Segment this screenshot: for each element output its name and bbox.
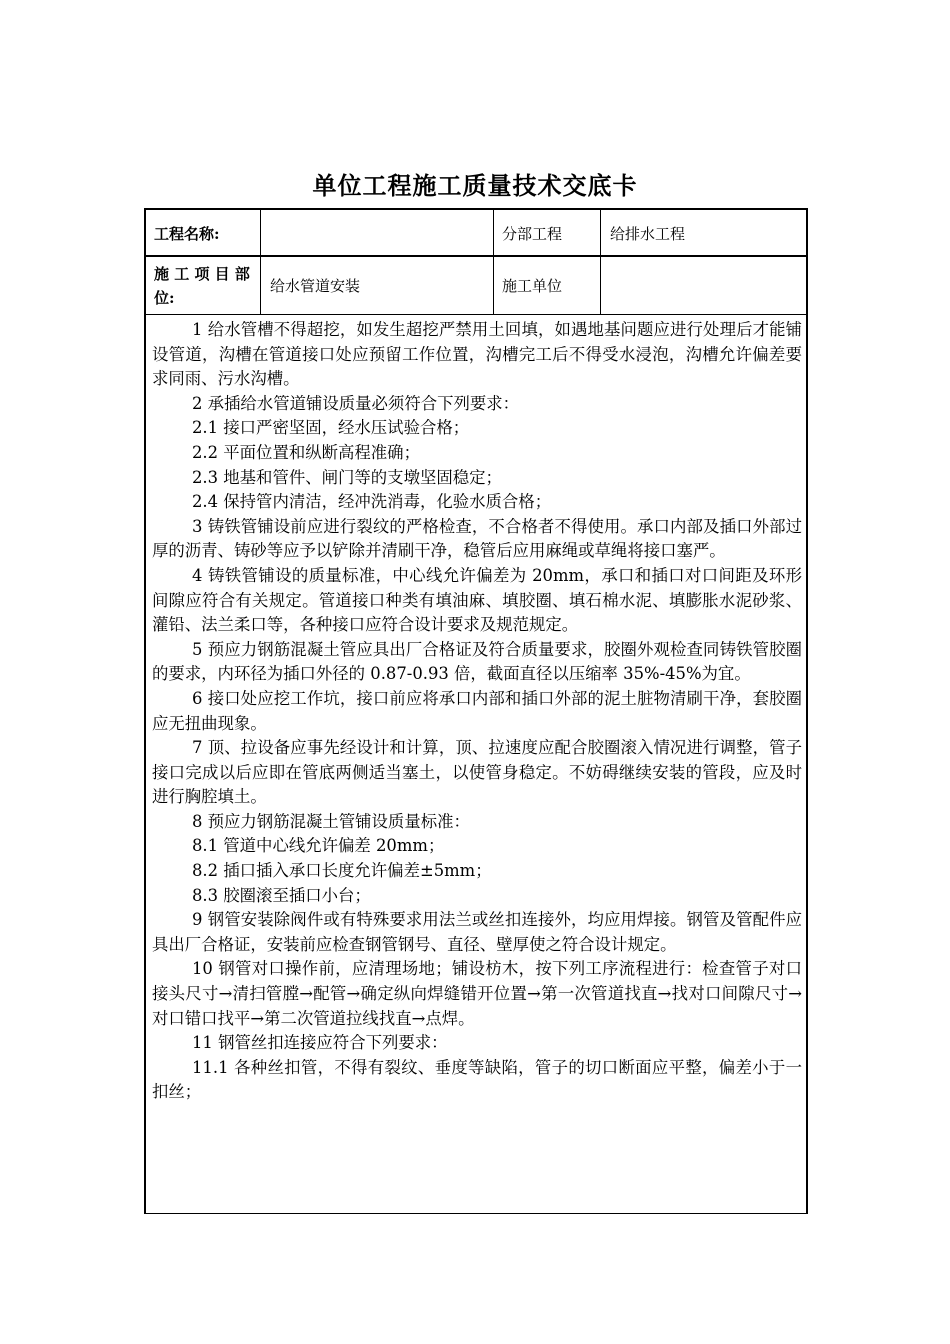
content-paragraph: 2.2 平面位置和纵断高程准确； [192,442,420,462]
location-label [154,257,258,314]
unit-label: 施工单位 [502,277,563,295]
content-paragraph: 2.1 接口严密坚固，经水压试验合格； [192,418,470,438]
project-name-label: 工程名称: [154,224,220,243]
content-paragraph: 5 预应力钢筋混凝土管应具出厂合格证及符合质量要求，胶圈外观检查同铸铁管胶圈的要求，内环径为插口外径的 0.87-0.93 倍，截面直径以压缩率 35%-45%为宜。 [152,639,802,684]
location-value: 给水管道安装 [270,277,361,295]
column-divider [493,208,494,315]
content-paragraph: 11 钢管丝扣连接应符合下列要求： [192,1033,448,1053]
content-paragraph: 9 钢管安装除阀件或有特殊要求用法兰或丝扣连接外，均应用焊接。钢管及管配件应具出厂合格证，安装前应检查钢管钢号、直径、壁厚使之符合设计规定。 [152,910,802,954]
content-paragraph: 10 钢管对口操作前，应清理场地；铺设枋木，按下列工序流程进行：检查管子对口接头尺寸→清扫管膛→配管→确定纵向焊缝错开位置→第一次管道找直→找对口间隙尺寸→对口错口找平→第二次管道拉线找直→点焊。 [152,959,802,1028]
content-paragraph: 8.2 插口插入承口长度允许偏差±5mm； [192,861,492,881]
location-label-line1: 施 工 项 目 部 [154,264,250,283]
location-label-line2: 位: [154,288,175,307]
content-paragraph: 2.3 地基和管件、闸门等的支墩坚固稳定； [192,467,502,487]
content-paragraph: 4 铸铁管铺设的质量标准，中心线允许偏差为 20mm，承口和插口对口间距及环形间隙应符合有关规定。管道接口种类有填油麻、填胶圈、填石棉水泥、填膨胀水泥砂浆、灌铅、法兰柔口等，各种接口应符合设计要求及规范规定。 [152,565,802,635]
document-title: 单位工程施工质量技术交底卡 [312,171,638,200]
division-label: 分部工程 [502,224,563,243]
content-paragraph: 2 承插给水管道铺设质量必须符合下列要求： [192,393,520,413]
division-value: 给排水工程 [610,224,686,243]
unit-value [610,257,804,314]
content-paragraph: 1 给水管槽不得超挖，如发生超挖严禁用土回填，如遇地基问题应进行处理后才能铺设管道，沟槽在管道接口处应预留工作位置，沟槽完工后不得受水浸泡，沟槽允许偏差要求同雨、污水沟槽。 [152,320,802,389]
content-paragraph: 8.3 胶圈滚至插口小台； [192,885,371,905]
column-divider [600,208,601,315]
content-paragraph: 7 顶、拉设备应事先经设计和计算，顶、拉速度应配合胶圈滚入情况进行调整，管子接口完成以后应即在管底两侧适当塞土，以使管身稳定。不妨碍继续安装的管段，应及时进行胸腔填土。 [152,738,802,807]
content-paragraph: 2.4 保持管内清洁，经冲洗消毒，化验水质合格； [192,492,552,512]
technical-content [152,318,802,1105]
content-paragraph: 3 铸铁管铺设前应进行裂纹的严格检查，不合格者不得使用。承口内部及插口外部过厚的沥青、铸砂等应予以铲除并清刷干净，稳管后应用麻绳或草绳将接口塞严。 [152,516,802,561]
content-paragraph: 11.1 各种丝扣管，不得有裂纹、垂度等缺陷，管子的切口断面应平整，偏差小于一扣丝； [152,1057,802,1102]
content-paragraph: 6 接口处应挖工作坑，接口前应将承口内部和插口外部的泥土脏物清刷干净，套胶圈应无扭曲现象。 [152,688,802,733]
content-paragraph: 8 预应力钢筋混凝土管铺设质量标准： [192,811,470,831]
row-divider [144,314,808,315]
content-paragraph: 8.1 管道中心线允许偏差 20mm； [192,836,445,856]
project-name-value [268,210,490,256]
column-divider [260,208,261,315]
